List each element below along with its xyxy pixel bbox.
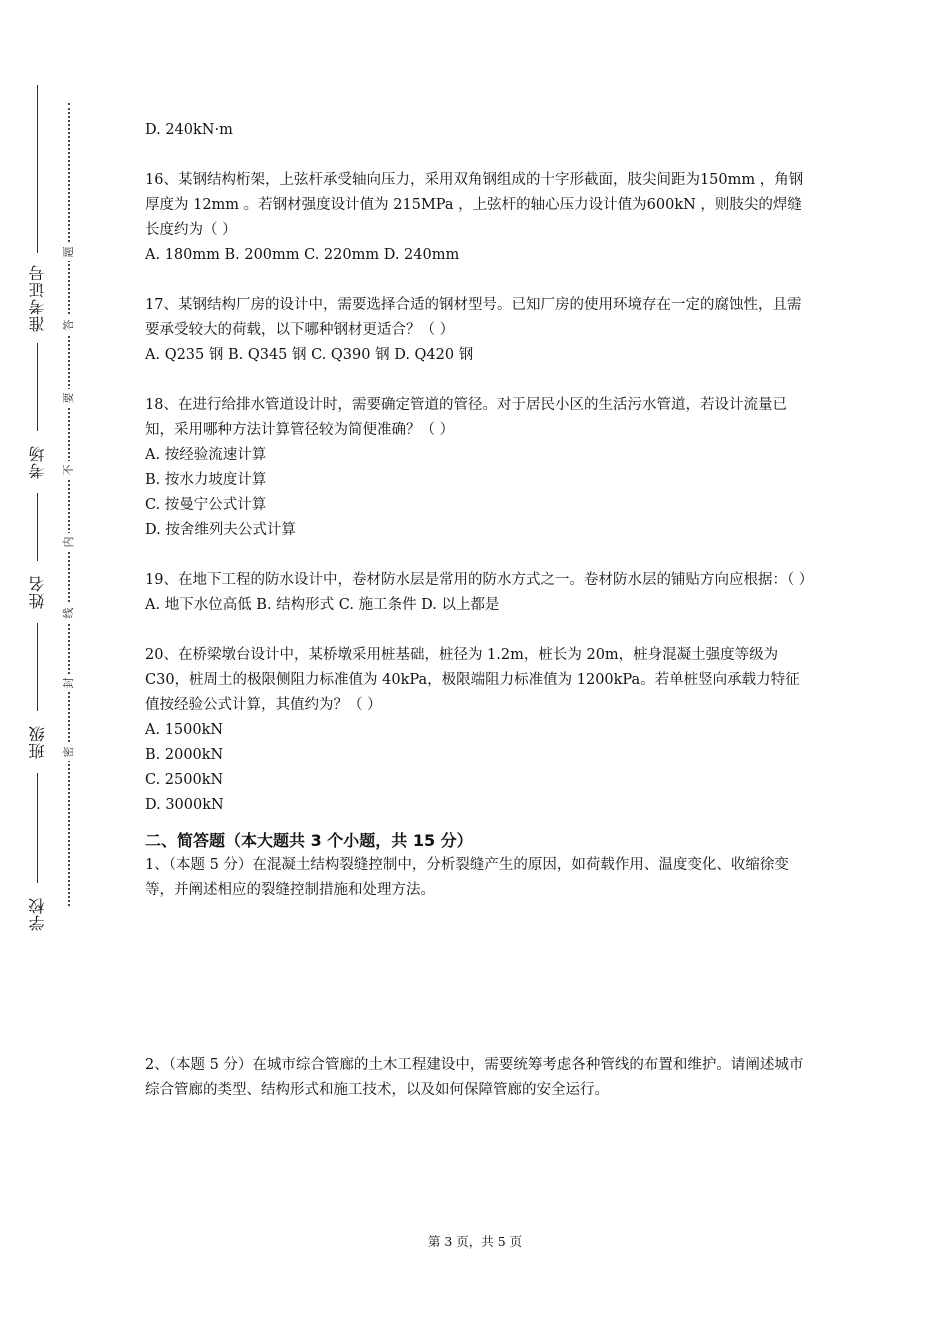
- question-options: A. Q235 钢 B. Q345 钢 C. Q390 钢 D. Q420 钢: [145, 347, 474, 363]
- section-title: 二、简答题（本大题共 3 个小题，共 15 分）: [145, 831, 473, 850]
- short-answer-2: 2、（本题 5 分）在城市综合管廊的土木工程建设中，需要统筹考虑各种管线的布置和维护。请阐述城市综合管廊的类型、结构形式和施工技术，以及如何保障管廊的安全运行。: [145, 1057, 804, 1098]
- seal-char: 密: [60, 743, 78, 761]
- class-label: 班级: [28, 725, 47, 759]
- binding-line: [37, 773, 38, 883]
- seal-dotted-line: [68, 103, 70, 906]
- question-18: [145, 393, 813, 543]
- short-answer-1: 1、（本题 5 分）在混凝土结构裂缝控制中，分析裂缝产生的原因，如荷载作用、温度变化、收缩徐变等，并阐述相应的裂缝控制措施和处理方法。: [145, 857, 789, 898]
- seal-char: 封: [60, 674, 78, 692]
- question-19: [145, 568, 813, 618]
- binding-line: [37, 493, 38, 561]
- exam-room-label: 考场: [28, 445, 47, 479]
- option-b: B. 按水力坡度计算: [145, 472, 267, 488]
- question-options: A. 地下水位高低 B. 结构形式 C. 施工条件 D. 以上都是: [145, 597, 500, 613]
- question-stem: 20、在桥梁墩台设计中，某桥墩采用桩基础，桩径为 1.2m，桩长为 20m，桩身混凝土强度等级为 C30，桩周土的极限侧阻力标准值为 40kPa，极限端阻力标准值为 1200kPa。若单桩竖向承载力特征值按经验公式计算，其值约为？（ ）: [145, 647, 800, 713]
- school-label: 学校: [28, 897, 47, 931]
- question-stem: 19、在地下工程的防水设计中，卷材防水层是常用的防水方式之一。卷材防水层的铺贴方向应根据：（ ）: [145, 572, 814, 588]
- seal-char: 答: [60, 316, 78, 334]
- question-16: [145, 168, 813, 268]
- exam-content: [145, 118, 813, 1103]
- option-b: B. 2000kN: [145, 747, 224, 763]
- page-footer: 第 3 页，共 5 页: [427, 1234, 523, 1249]
- binding-line: [37, 343, 38, 431]
- seal-char: 线: [60, 604, 78, 622]
- option-c: C. 2500kN: [145, 772, 224, 788]
- seal-char: 要: [60, 389, 78, 407]
- seal-char: 题: [60, 243, 78, 261]
- question-options: A. 180mm B. 200mm C. 220mm D. 240mm: [145, 247, 460, 263]
- binding-line: [37, 623, 38, 711]
- question-17: [145, 293, 813, 368]
- seal-char: 不: [60, 461, 78, 479]
- name-label: 姓名: [28, 575, 47, 609]
- exam-number-label: 准考证号: [28, 264, 47, 332]
- binding-line: [37, 85, 38, 253]
- question-20: [145, 643, 813, 818]
- option-d: D. 按舍维列夫公式计算: [145, 522, 296, 538]
- option-c: C. 按曼宁公式计算: [145, 497, 267, 513]
- q15-option-d: D. 240kN·m: [145, 122, 233, 138]
- question-stem: 17、某钢结构厂房的设计中，需要选择合适的钢材型号。已知厂房的使用环境存在一定的腐蚀性，且需要承受较大的荷载，以下哪种钢材更适合？（ ）: [145, 297, 802, 338]
- option-a: A. 1500kN: [145, 722, 224, 738]
- option-a: A. 按经验流速计算: [145, 447, 267, 463]
- question-stem: 18、在进行给排水管道设计时，需要确定管道的管径。对于居民小区的生活污水管道，若设计流量已知，采用哪种方法计算管径较为简便准确？（ ）: [145, 397, 787, 438]
- seal-char: 内: [60, 533, 78, 551]
- question-stem: 16、某钢结构桁架，上弦杆承受轴向压力，采用双角钢组成的十字形截面，肢尖间距为150mm ，角钢厚度为 12mm 。若钢材强度设计值为 215MPa ，上弦杆的轴心压力设计值为600kN ，则肢尖的焊缝长度约为（ ）: [145, 172, 804, 238]
- option-d: D. 3000kN: [145, 797, 224, 813]
